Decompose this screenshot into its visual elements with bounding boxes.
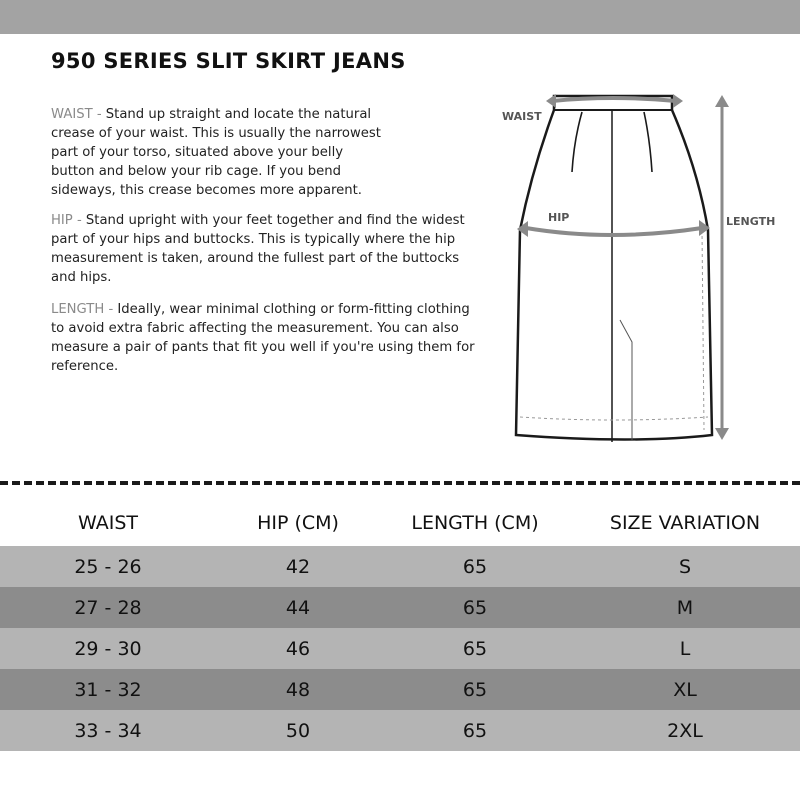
cell-waist: 27 - 28 — [74, 596, 142, 619]
cell-size: XL — [673, 678, 697, 701]
length-instruction-text: Ideally, wear minimal clothing or form-fitting clothing to avoid extra fabric affecting the measurement. You can also measure a pair of pants that fit you well if you're using them for reference. — [51, 302, 475, 374]
table-header-row — [0, 500, 800, 546]
header-size-variation: SIZE VARIATION — [609, 512, 761, 534]
cell-waist: 31 - 32 — [74, 678, 142, 701]
header-length: LENGTH (CM) — [411, 512, 539, 534]
cell-hip: 48 — [285, 678, 311, 701]
cell-waist: 29 - 30 — [74, 637, 142, 660]
cell-waist: 33 - 34 — [74, 719, 142, 742]
cell-length: 65 — [462, 555, 488, 578]
cell-size: S — [678, 555, 692, 578]
waist-instruction-label: WAIST - — [51, 107, 102, 122]
diagram-waist-label: WAIST — [502, 110, 542, 123]
table-row — [0, 628, 800, 669]
table-row — [0, 710, 800, 751]
diagram-length-label: LENGTH — [726, 215, 776, 228]
skirt-diagram — [490, 80, 790, 460]
hip-instruction-label: HIP - — [51, 213, 82, 228]
cell-length: 65 — [462, 678, 488, 701]
dashed-divider — [0, 481, 800, 485]
table-row — [0, 669, 800, 710]
cell-waist: 25 - 26 — [74, 555, 142, 578]
cell-size: 2XL — [667, 719, 703, 742]
cell-hip: 42 — [285, 555, 311, 578]
size-table — [0, 500, 800, 751]
length-instruction-label: LENGTH - — [51, 302, 114, 317]
table-row — [0, 546, 800, 587]
cell-hip: 46 — [285, 637, 311, 660]
length-instruction — [51, 300, 481, 376]
waist-instruction — [51, 105, 381, 200]
waist-instruction-text: Stand up straight and locate the natural crease of your waist. This is usually the narrowest part of your torso, situated above your belly button and below your rib cage. If you bend sideways, this crease becomes more apparent. — [51, 107, 381, 198]
skirt-outline — [516, 96, 712, 440]
hip-instruction — [51, 211, 481, 287]
cell-hip: 44 — [285, 596, 311, 619]
length-arrow — [715, 95, 729, 440]
header-hip: HIP (CM) — [257, 512, 339, 534]
cell-length: 65 — [462, 596, 488, 619]
page-title: 950 SERIES SLIT SKIRT JEANS — [51, 49, 406, 73]
cell-size: L — [679, 637, 691, 660]
cell-length: 65 — [462, 637, 488, 660]
top-bar — [0, 0, 800, 34]
cell-length: 65 — [462, 719, 488, 742]
header-waist: WAIST — [77, 512, 138, 534]
cell-hip: 50 — [285, 719, 311, 742]
hip-instruction-text: Stand upright with your feet together and find the widest part of your hips and buttocks. This is typically where the hip measurement is taken, around the fullest part of the buttocks and hips. — [51, 213, 465, 285]
cell-size: M — [676, 596, 694, 619]
diagram-hip-label: HIP — [548, 211, 570, 224]
table-row — [0, 587, 800, 628]
